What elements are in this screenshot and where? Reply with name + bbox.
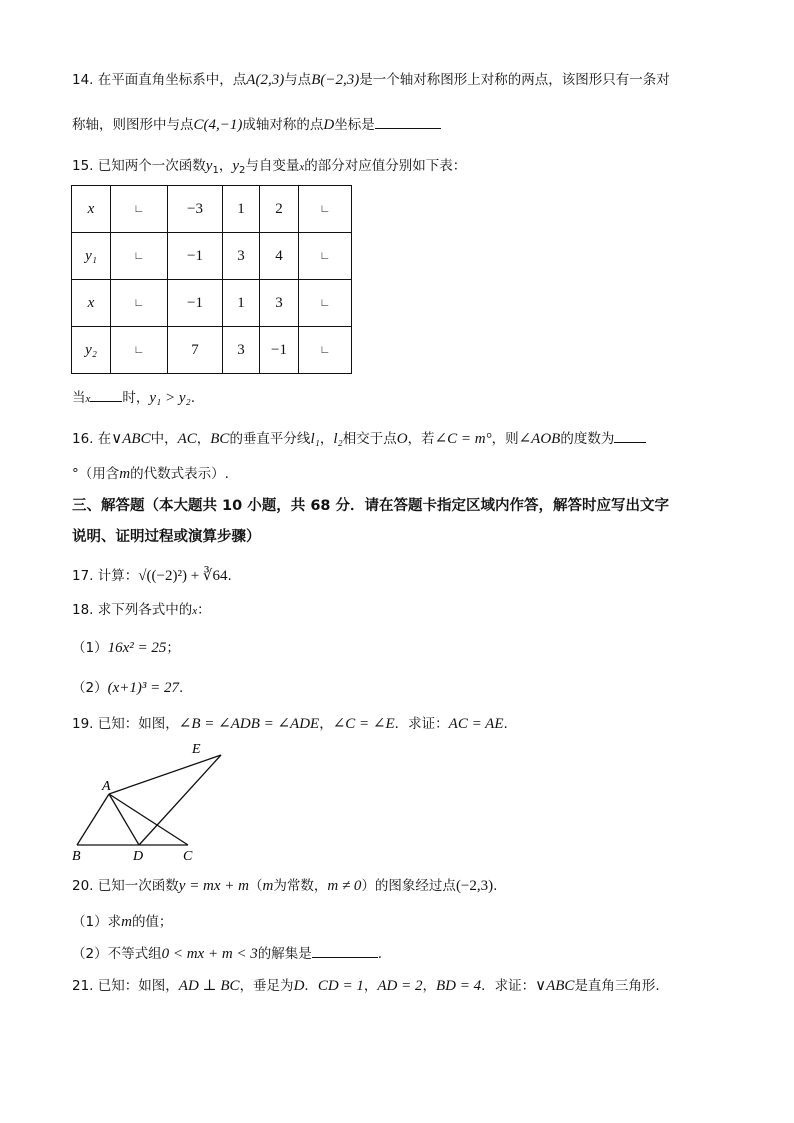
- q16-text: °（用含: [72, 466, 120, 482]
- q14-point-a: A(2,3): [246, 72, 285, 88]
- q14-point-c: C(4,−1): [193, 117, 243, 133]
- section-heading: 三、解答题（本大题共 10 小题，共 68 分．请在答题卡指定区域内作答，解答时应写出文字: [72, 498, 670, 514]
- q15-text: 当: [72, 390, 86, 406]
- q16-line1: 16. 在∨ABC中，AC，BC的垂直平分线l₁，l₂相交于点O，若∠C = m°，则∠AOB的度数为: [72, 428, 646, 449]
- table-cell: ∟: [299, 280, 352, 327]
- q21-text: ，: [363, 978, 378, 994]
- q14-text: 坐标是: [334, 117, 375, 133]
- q17-text: .: [227, 568, 232, 584]
- q16-triangle: ∨ABC: [111, 431, 151, 447]
- q21-text: ，: [422, 978, 436, 994]
- table-row: [72, 327, 352, 374]
- table-cell: 3: [223, 233, 260, 280]
- q18: [72, 600, 211, 621]
- q16-text: 的垂直平分线: [229, 431, 311, 447]
- q21-number: 21.: [72, 978, 94, 994]
- q21-triangle: ∨ABC: [535, 978, 575, 994]
- q16-angle-c: ∠C = m°: [434, 431, 492, 447]
- label-a: A: [102, 779, 111, 794]
- q20-text: 的解集是: [257, 946, 312, 962]
- q20: [72, 876, 497, 896]
- q14-point-b: B(−2,3): [311, 72, 360, 88]
- q15-number: 15.: [72, 158, 94, 174]
- q17-expression: √((−2)²) + ∛64: [138, 568, 228, 584]
- q16-text: ，若: [407, 431, 435, 447]
- q18-text: ；: [166, 640, 180, 656]
- q15-text: 时，: [122, 390, 150, 406]
- q18-equation-1: 16x² = 25: [107, 640, 167, 656]
- q14-text: 成轴对称的点: [242, 117, 324, 133]
- label-e: E: [192, 742, 201, 757]
- q18-text: ：: [197, 602, 211, 618]
- q18-text: .: [178, 680, 184, 696]
- table-cell: ∟: [299, 327, 352, 374]
- label-c: C: [183, 849, 193, 864]
- q17-number: 17.: [72, 568, 94, 584]
- q21-perpendicular: AD ⊥ BC: [178, 978, 240, 994]
- table-row: [72, 280, 352, 327]
- answer-blank: [375, 114, 441, 129]
- q20-text: 的值；: [131, 914, 173, 930]
- segment-ac: [109, 794, 188, 845]
- answer-blank: [614, 428, 646, 443]
- q14-number: 14.: [72, 72, 94, 88]
- table-cell: 2: [260, 186, 299, 233]
- q14-point-d: D: [323, 117, 335, 133]
- q14-line1: [72, 70, 670, 90]
- q15-text: 的部分对应值分别如下表：: [304, 158, 467, 174]
- q18-part1: [72, 638, 180, 658]
- q16-m: m: [119, 466, 131, 482]
- q20-m: m: [262, 878, 274, 894]
- table-cell: 3: [223, 327, 260, 374]
- q14-text: 与点: [284, 72, 312, 88]
- q21-cd: CD = 1: [317, 978, 364, 994]
- q19-geometry-figure: [66, 736, 236, 866]
- q16-text: 相交于点: [342, 431, 397, 447]
- q14-line2: [72, 114, 441, 135]
- q15-inequality: y₁ > y₂: [149, 390, 191, 406]
- q16-ac: AC: [177, 431, 197, 447]
- q15-text: ，: [218, 158, 233, 174]
- q20-text: .: [493, 878, 498, 894]
- q14-text: 在平面直角坐标系中，点: [97, 72, 247, 88]
- q15-text: .: [190, 390, 196, 406]
- q21-ad: AD = 2: [377, 978, 423, 994]
- q16-o: O: [396, 431, 408, 447]
- q16-bc: BC: [210, 431, 230, 447]
- q19-text: ．求证：: [394, 716, 449, 732]
- q20-condition: m ≠ 0: [327, 878, 362, 894]
- segment-de: [139, 755, 221, 845]
- q16-text: 在: [97, 431, 112, 447]
- q16-text: 中，: [150, 431, 178, 447]
- q16-text: 的度数为: [560, 431, 615, 447]
- q18-number: 18.: [72, 602, 94, 618]
- table-cell: 3: [260, 280, 299, 327]
- q19-number: 19.: [72, 716, 94, 732]
- table-cell: 7: [168, 327, 223, 374]
- q16-text: 的代数式表示）.: [130, 466, 229, 482]
- q20-part1: [72, 912, 172, 932]
- table-cell: ∟: [111, 233, 168, 280]
- table-cell: ∟: [111, 327, 168, 374]
- q14-text: 是一个轴对称图形上对称的两点，该图形只有一条对: [359, 72, 670, 88]
- table-cell: ∟: [111, 186, 168, 233]
- table-cell: 1: [223, 186, 260, 233]
- q20-number: 20.: [72, 878, 94, 894]
- q20-inequality: 0 < mx + m < 3: [161, 946, 258, 962]
- q15-y2: y: [232, 158, 239, 174]
- q21-d: D: [293, 978, 305, 994]
- q19-text: ，: [319, 716, 333, 732]
- q18-part-label: （2）: [72, 680, 108, 696]
- q20-text: 为常数，: [273, 878, 328, 894]
- q16-line2: [72, 464, 229, 484]
- q20-part-label: （2）: [72, 946, 108, 962]
- q20-m: m: [121, 914, 132, 930]
- q20-function: y = mx + m: [178, 878, 250, 894]
- table-cell: ∟: [299, 186, 352, 233]
- q17: [72, 566, 232, 586]
- q16-l2: l₂: [333, 431, 343, 447]
- q15-value-table: [71, 185, 352, 374]
- q17-text: 计算：: [97, 568, 139, 584]
- q16-l1: l₁: [310, 431, 320, 447]
- section-heading-cont: 说明、证明过程或演算步骤）: [72, 529, 261, 545]
- q20-part2: [72, 943, 382, 964]
- table-cell: 4: [260, 233, 299, 280]
- q19-angle-equality: ∠C = ∠E: [332, 716, 395, 732]
- q15-x: x: [85, 393, 91, 405]
- q18-equation-2: (x+1)³ = 27: [107, 680, 179, 696]
- q20-text: （: [249, 878, 263, 894]
- q16-text: ，则: [491, 431, 519, 447]
- q16-text: ，: [196, 431, 211, 447]
- q21-text: ，垂足为: [239, 978, 294, 994]
- q20-text: .: [377, 946, 383, 962]
- table-row-header: x: [72, 186, 111, 233]
- table-cell: −1: [168, 233, 223, 280]
- q18-text: 求下列各式中的: [97, 602, 193, 618]
- table-cell: ∟: [111, 280, 168, 327]
- q20-text: 求: [107, 914, 122, 930]
- q19-angle-equality: ∠B = ∠ADB = ∠ADE: [178, 716, 320, 732]
- table-cell: −3: [168, 186, 223, 233]
- table-cell: −1: [168, 280, 223, 327]
- q16-angle-aob: ∠AOB: [518, 431, 561, 447]
- q19: [72, 714, 508, 734]
- q21-text: ．求证：: [481, 978, 536, 994]
- q15-y1: y: [205, 158, 213, 174]
- q14-text: 称轴，则图形中与点: [72, 117, 194, 133]
- table-row-header: y₂: [72, 327, 111, 374]
- q20-text: 不等式组: [107, 946, 162, 962]
- table-cell: −1: [260, 327, 299, 374]
- answer-blank: [90, 387, 122, 402]
- q18-part2: [72, 678, 183, 698]
- table-cell: 1: [223, 280, 260, 327]
- segment-ad: [109, 794, 139, 845]
- q15-answer-line: [72, 387, 195, 409]
- q21-text: 已知：如图，: [97, 978, 179, 994]
- segment-ab: [77, 794, 109, 845]
- q20-point: (−2,3): [455, 878, 494, 894]
- label-b: B: [72, 849, 81, 864]
- label-d: D: [133, 849, 144, 864]
- q20-text: ）的图象经过点: [361, 878, 456, 894]
- q18-x: x: [192, 605, 198, 617]
- q21-text: ．: [304, 978, 318, 994]
- answer-blank: [312, 943, 378, 958]
- q21-text: 是直角三角形.: [574, 978, 660, 994]
- q19-goal: AC = AE: [448, 716, 504, 732]
- q15-x: x: [299, 161, 305, 173]
- q19-text: 已知：如图，: [97, 716, 179, 732]
- table-row: [72, 186, 352, 233]
- table-cell: ∟: [299, 233, 352, 280]
- q15-intro: 15. 已知两个一次函数$y_1$，$y_2$与自变量x的部分对应值分别如下表：: [72, 158, 467, 176]
- table-row: [72, 233, 352, 280]
- q20-part-label: （1）: [72, 914, 108, 930]
- q19-text: .: [503, 716, 508, 732]
- table-row-header: x: [72, 280, 111, 327]
- table-row-header: y₁: [72, 233, 111, 280]
- q15-text: 已知两个一次函数: [97, 158, 206, 174]
- q20-text: 已知一次函数: [97, 878, 179, 894]
- q15-text: 与自变量: [245, 158, 300, 174]
- segment-ae: [109, 755, 221, 794]
- q21: [72, 976, 660, 996]
- q18-part-label: （1）: [72, 640, 108, 656]
- q16-number: 16.: [72, 431, 94, 447]
- q21-bd: BD = 4: [436, 978, 482, 994]
